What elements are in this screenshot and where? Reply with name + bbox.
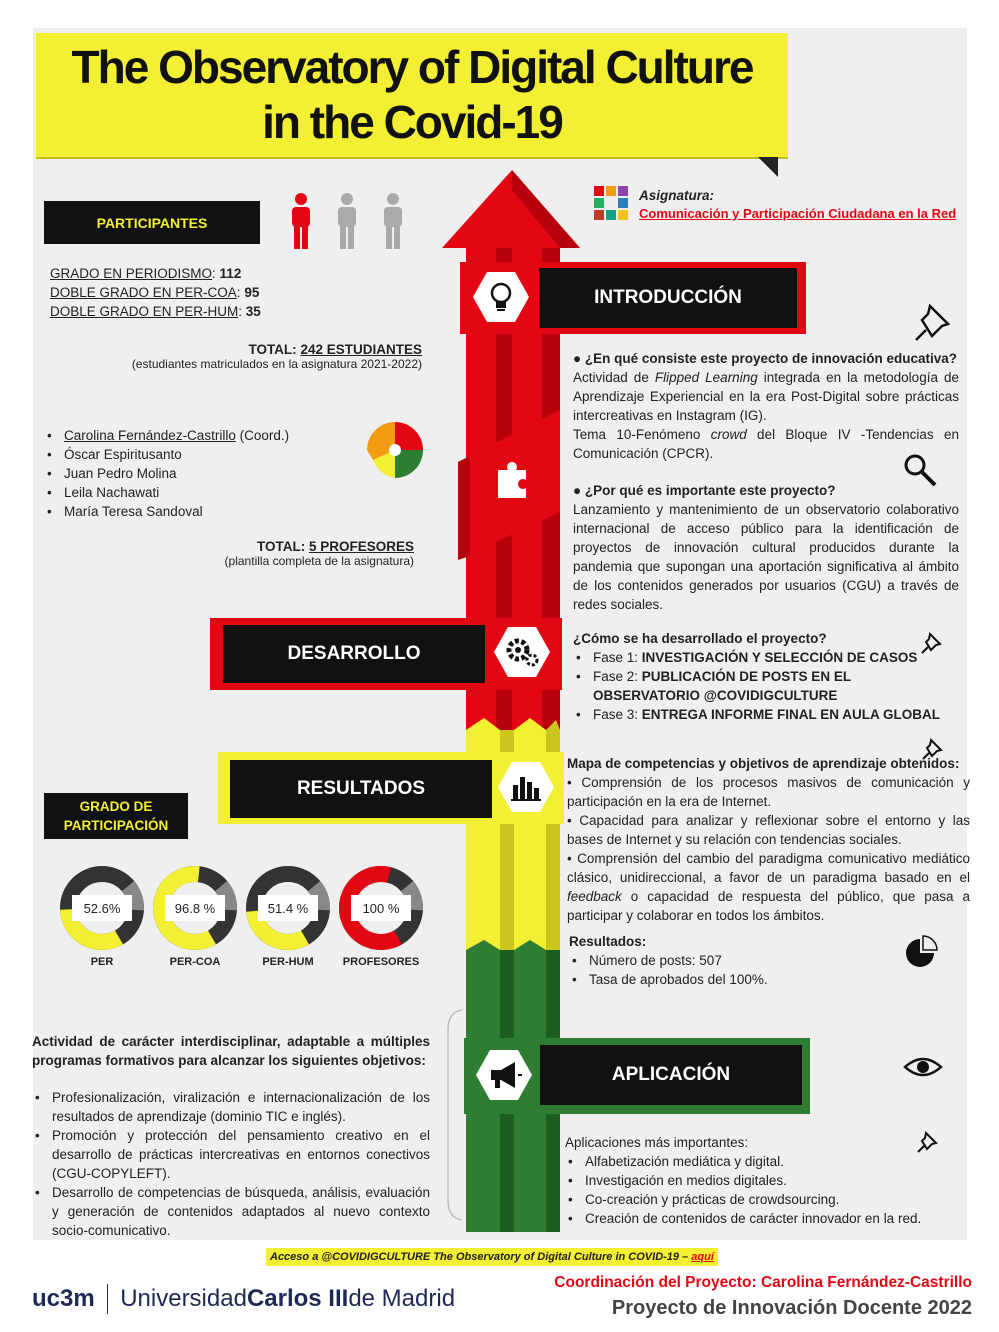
total-students: TOTAL: 242 ESTUDIANTES (estudiantes matriculados en la asignatura 2021-2022) <box>131 342 422 371</box>
megaphone-icon <box>485 1060 523 1090</box>
section-app: APLICACIÓN <box>540 1045 802 1105</box>
participation-heading: GRADO DE PARTICIPACIÓN <box>44 793 188 839</box>
goal-item: • Promoción y protección del pensamiento creativo en el desarrollo de prácticas intercreativas en entornos conectivos (CGU-COPYLEFT). <box>32 1126 430 1183</box>
eye-icon <box>903 1051 943 1083</box>
donut-percent: 96.8 % <box>165 895 225 921</box>
professor-item: • Carolina Fernández-Castrillo (Coord.) <box>44 426 289 445</box>
result-item: • Número de posts: 507 <box>569 951 899 970</box>
subject-name-link[interactable]: Comunicación y Participación Ciudadana en la Red <box>639 206 957 221</box>
puzzle-logo-icon <box>594 186 628 220</box>
app-item: • Alfabetización mediática y digital. <box>565 1152 945 1171</box>
app-item: • Investigación en medios digitales. <box>565 1171 945 1190</box>
donut-labels <box>60 862 460 992</box>
phase-item: • Fase 1: INVESTIGACIÓN Y SELECCIÓN DE CASOS <box>573 648 959 667</box>
goal-item: • Desarrollo de competencias de búsqueda, análisis, evaluación y generación de contenidos adaptados al nuevo contexto socio-comunicativo. <box>32 1183 430 1240</box>
university-logo: uc3m Universidad Carlos III de Madrid <box>32 1285 456 1312</box>
dev-text: ¿Cómo se ha desarrollado el proyecto? • Fase 1: INVESTIGACIÓN Y SELECCIÓN DE CASOS • Fase 2: PUBLICACIÓN DE POSTS EN EL OBSERVATORIO @COVIDIGCULTURE • Fase 3: ENTREGA INFORME FINAL EN AULA GLOBAL <box>573 629 959 724</box>
donut-percent: 100 % <box>351 895 411 921</box>
pin-icon <box>912 300 960 342</box>
subject-label: Asignatura <box>639 188 710 203</box>
degree-row: DOBLE GRADO EN PER-HUM: 35 <box>50 304 261 319</box>
participants-heading: PARTICIPANTES <box>44 201 260 244</box>
professor-item: • Juan Pedro Molina <box>44 464 289 483</box>
access-link[interactable]: aquí <box>691 1251 714 1263</box>
degree-row: GRADO EN PERIODISMO: 112 <box>50 266 242 281</box>
coordination: Coordinación del Proyecto: Carolina Fernández-Castrillo <box>554 1274 972 1291</box>
phase-item: • Fase 3: ENTREGA INFORME FINAL EN AULA GLOBAL <box>573 705 959 724</box>
degree-list <box>50 264 261 321</box>
donut-percent: 52.6% <box>72 895 132 921</box>
app-list: Aplicaciones más importantes: • Alfabetización mediática y digital. • Investigación en medios digitales. • Co-creación y prácticas de crowdsourcing. • Creación de contenidos de carácter innovador en la red. <box>565 1133 945 1228</box>
results-text: Mapa de competencias y objetivos de aprendizaje obtenidos: • Comprensión de los procesos masivos de comunicación y participación en la era de Internet. • Capacidad para analizar y reflexionar sobre el entorno y las bases de Internet y su relación con tendencias sociales. • Comprensión del cambio del paradigma comunicativo mediático clásico, unidireccional, a favor de un paradigma basado en el feedback o capacidad de respuesta del público, que pasa a participar y colaborar en todos los ámbitos. <box>567 756 971 923</box>
title-corner-tab <box>758 157 778 177</box>
title-line1: The Observatory of Digital Culture <box>71 40 753 93</box>
professor-item: • Óscar Espiritusanto <box>44 445 289 464</box>
donut-label: PER <box>90 956 114 968</box>
section-intro: INTRODUCCIÓN <box>539 268 797 328</box>
gears-icon <box>504 636 540 668</box>
donut-label: PER-COA <box>169 956 221 968</box>
professor-item: • Leila Nachawati <box>44 483 289 502</box>
people-icons <box>285 192 415 252</box>
subject-label-row: Asignatura: <box>639 188 715 203</box>
app-bracket <box>448 1010 462 1220</box>
app-intro: Actividad de carácter interdisciplinar, adaptable a múltiples programas formativos para alcanzar los siguientes objetivos: <box>32 1034 430 1068</box>
title-line2: in the Covid-19 <box>262 96 562 148</box>
person-red-icon <box>292 193 310 249</box>
professor-item: • María Teresa Sandoval <box>44 502 289 521</box>
app-item: • Co-creación y prácticas de crowdsourcing. <box>565 1190 945 1209</box>
professor-list <box>44 426 289 521</box>
person-gray-icon <box>338 193 356 249</box>
head-puzzle-icon <box>365 420 425 482</box>
ribbon-band-shade <box>458 456 470 560</box>
degree-row: DOBLE GRADO EN PER-COA: 95 <box>50 285 260 300</box>
total-professors: TOTAL: 5 PROFESORES (plantilla completa de la asignatura) <box>224 539 414 568</box>
phase-item: • Fase 2: PUBLICACIÓN DE POSTS EN EL OBSERVATORIO @COVIDIGCULTURE <box>573 667 959 705</box>
intro-text: ● ¿En qué consiste este proyecto de innovación educativa? Actividad de Flipped Learning integrada en la metodología de Aprendizaje Experiencial en la era Post-Digital sobre prácticas intercreativas en Instagram (IG). Tema 10-Fenómeno crowd del Bloque IV -Tendencias en Comunicación (CPCR). ● ¿Por qué es importante este proyecto? Lanzamiento y mantenimiento de un observatorio colaborativo internacional de acceso público para la identificación de proyectos de innovación cultural producidos durante la pandemia que supongan una aportación significativa al ámbito de los contenidos generados por usuarios (CGU) a través de redes sociales. <box>573 351 960 612</box>
app-item: • Creación de contenidos de carácter innovador en la red. <box>565 1209 945 1228</box>
person-gray-icon-2 <box>384 193 402 249</box>
project-label: Proyecto de Innovación Docente 2022 <box>611 1297 972 1319</box>
goal-item: • Profesionalización, viralización e internacionalización de los resultados de aprendizaje (dominio TIC e inglés). <box>32 1088 430 1126</box>
access-bar: Acceso a @COVIDIGCULTURE The Observatory of Digital Culture in COVID-19 – aquí <box>266 1248 718 1266</box>
section-results: RESULTADOS <box>230 760 492 818</box>
bar-chart-icon <box>510 773 542 801</box>
lightbulb-icon <box>487 282 515 312</box>
app-goals <box>32 1088 430 1240</box>
result-item: • Tasa de aprobados del 100%. <box>569 970 899 989</box>
puzzle-piece-icon <box>488 460 536 504</box>
donut-label: PER-HUM <box>262 956 314 968</box>
donut-label: PROFESORES <box>342 956 420 968</box>
title-banner <box>36 33 788 157</box>
donut-percent: 51.4 % <box>258 895 318 921</box>
section-dev: DESARROLLO <box>223 625 485 683</box>
results-summary: Resultados: • Número de posts: 507 • Tasa de aprobados del 100%. <box>569 932 899 989</box>
pie-chart-icon <box>903 934 939 970</box>
